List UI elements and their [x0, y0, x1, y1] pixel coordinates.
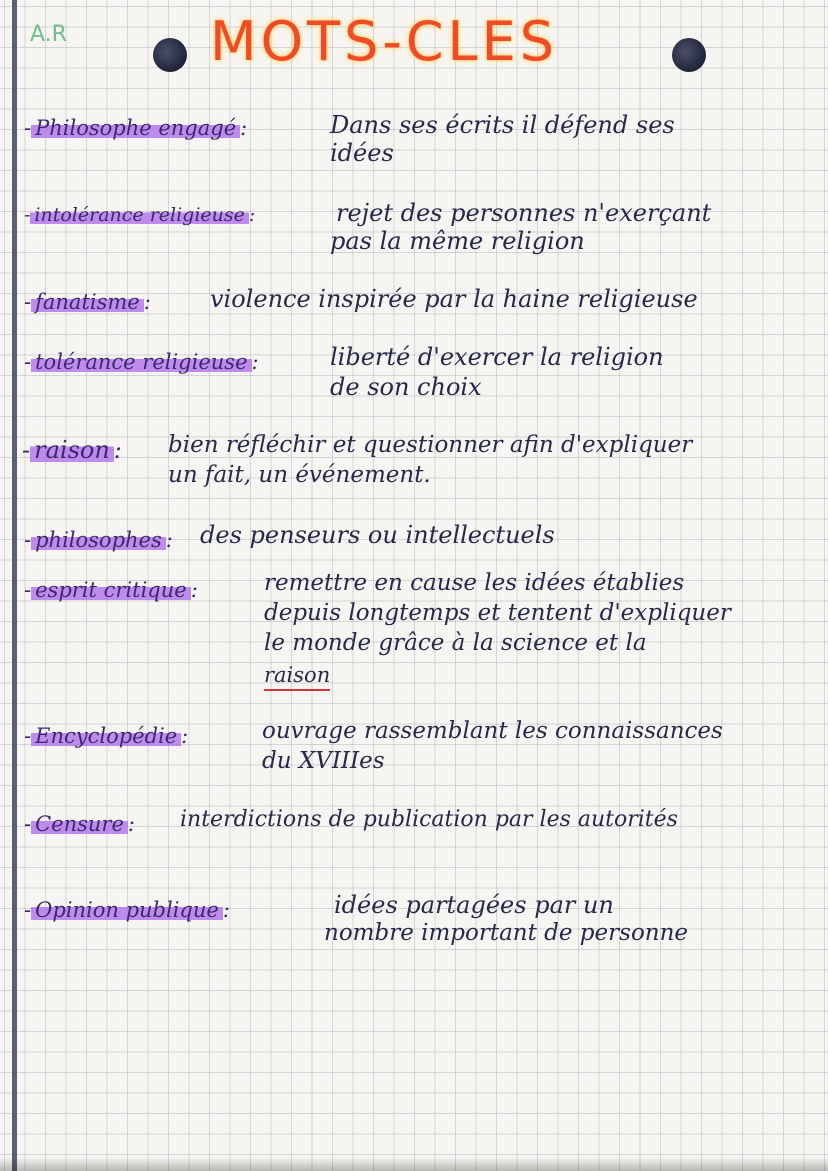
term-text: Censure — [31, 812, 128, 836]
term: - intolérance religieuse : — [24, 204, 256, 226]
punch-hole-right — [672, 38, 706, 72]
punch-hole-left — [153, 38, 187, 72]
term: - esprit critique : — [24, 578, 198, 602]
term-separator: : — [240, 116, 248, 140]
author-initials: A.R — [30, 22, 67, 47]
term: - raison : — [22, 436, 122, 464]
term-text: tolérance religieuse — [31, 350, 251, 374]
definition-line: de son choix — [330, 373, 482, 401]
definition-line: du XVIIIes — [262, 748, 385, 774]
definition-line: idées — [330, 139, 394, 167]
term: - Opinion publique : — [24, 898, 230, 922]
term-separator: : — [165, 528, 173, 552]
definition-line: Dans ses écrits il défend ses — [330, 111, 675, 139]
definition-line: depuis longtemps et tentent d'expliquer — [264, 600, 731, 626]
term-text: intolérance religieuse — [30, 204, 248, 226]
definition-line: idées partagées par un — [334, 891, 614, 919]
term-separator: : — [251, 350, 259, 374]
definition-line: interdictions de publication par les autorités — [180, 807, 678, 832]
definition-line: rejet des personnes n'exerçant — [336, 199, 712, 227]
term-text: fanatisme — [31, 290, 144, 314]
margin-line — [12, 0, 17, 1171]
definition-line: nombre important de personne — [324, 920, 689, 946]
term-text: Encyclopédie — [31, 724, 181, 748]
term-separator: : — [143, 290, 151, 314]
definition-line: bien réfléchir et questionner afin d'expliquer — [168, 432, 693, 458]
term: - philosophes : — [24, 528, 173, 552]
term: - fanatisme : — [24, 290, 151, 314]
term-text: raison — [30, 436, 114, 464]
definition-line: pas la même religion — [330, 227, 585, 255]
definition-line: liberté d'exercer la religion — [330, 343, 664, 371]
term-separator: : — [190, 578, 198, 602]
term-separator: : — [127, 812, 135, 836]
definition-underlined-word: raison — [264, 662, 330, 691]
definition-line: ouvrage rassemblant les connaissances — [262, 718, 723, 744]
term: - tolérance religieuse : — [24, 350, 259, 374]
definition-line: remettre en cause les idées établies — [264, 570, 685, 596]
definition-line: violence inspirée par la haine religieuse — [210, 285, 698, 313]
term-separator: : — [181, 724, 189, 748]
term-text: Opinion publique — [31, 898, 223, 922]
term-text: Philosophe engagé — [31, 116, 240, 140]
term-separator: : — [248, 204, 256, 226]
definition-line: le monde grâce à la science et la — [264, 630, 647, 656]
term-text: philosophes — [31, 528, 166, 552]
term-separator: : — [222, 898, 230, 922]
term: - Encyclopédie : — [24, 724, 189, 748]
term: - Censure : — [24, 812, 135, 836]
term-separator: : — [113, 436, 122, 464]
term-text: esprit critique — [31, 578, 191, 602]
term: - Philosophe engagé : — [24, 116, 248, 140]
page-title: MOTS-CLES — [210, 10, 559, 73]
definition-line: des penseurs ou intellectuels — [200, 521, 555, 549]
definition-line: un fait, un événement. — [168, 462, 431, 488]
page-shadow — [0, 1157, 828, 1171]
